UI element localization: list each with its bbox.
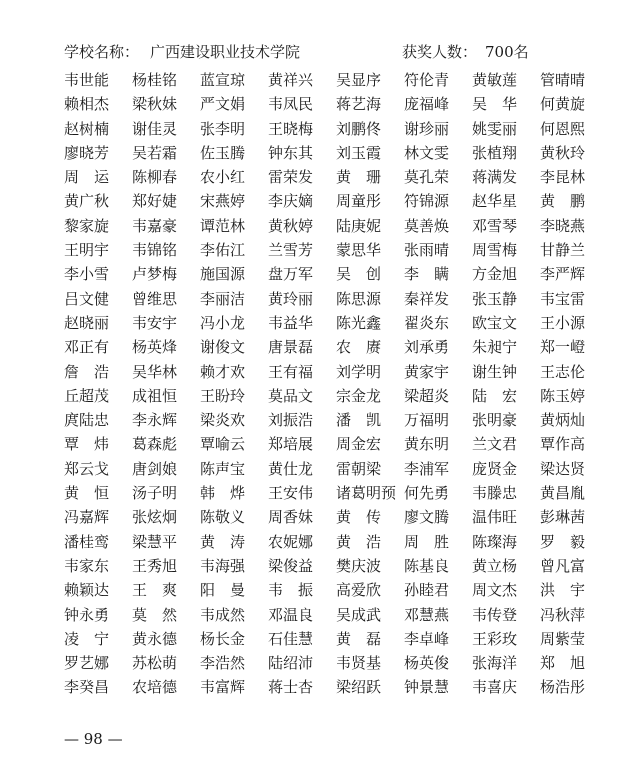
name-cell: 潘凯 <box>336 411 397 430</box>
name-cell: 陈光鑫 <box>336 313 382 332</box>
name-cell: 莫品文 <box>268 386 314 405</box>
name-cell: 唐景磊 <box>268 338 314 357</box>
name-cell: 韦锦铭 <box>132 241 178 260</box>
name-cell: 梁超炎 <box>404 386 450 405</box>
name-cell: 王小源 <box>540 313 586 332</box>
name-cell: 钟景慧 <box>404 678 450 697</box>
name-cell: 周文杰 <box>472 581 518 600</box>
name-cell: 韩烨 <box>200 484 261 503</box>
name-cell: 朱昶宁 <box>472 338 518 357</box>
name-cell: 梁慧平 <box>132 532 178 551</box>
name-cell: 黄仕龙 <box>268 459 314 478</box>
name-cell: 曾维思 <box>132 289 178 308</box>
name-cell: 陈璨海 <box>472 532 518 551</box>
name-cell: 邓温良 <box>268 605 314 624</box>
name-cell: 温伟旺 <box>472 508 518 527</box>
name-cell: 王有福 <box>268 362 314 381</box>
name-cell: 吴华 <box>472 95 533 114</box>
name-cell: 蒋士杏 <box>268 678 314 697</box>
name-cell: 梁绍跃 <box>336 678 382 697</box>
name-cell: 曾凡富 <box>540 556 586 575</box>
name-cell: 韦成然 <box>200 605 246 624</box>
name-cell: 莫善焕 <box>404 216 450 235</box>
name-cell: 兰文君 <box>472 435 518 454</box>
name-cell: 赖相杰 <box>64 95 110 114</box>
name-cell: 黄涛 <box>200 532 261 551</box>
name-cell: 雷荣发 <box>268 168 314 187</box>
name-cell: 陆宏 <box>472 386 533 405</box>
name-cell: 兰雪芳 <box>268 241 314 260</box>
name-cell: 符伦青 <box>404 71 450 89</box>
name-cell: 陆庚妮 <box>336 216 382 235</box>
name-cell: 李卓峰 <box>404 629 450 648</box>
name-cell: 彭琳茜 <box>540 508 586 527</box>
name-cell: 黄恒 <box>64 484 125 503</box>
name-cell: 王盼玲 <box>200 386 246 405</box>
name-cell: 宗金龙 <box>336 386 382 405</box>
name-cell: 刘玉霞 <box>336 143 382 162</box>
name-cell: 何先勇 <box>404 484 450 503</box>
name-cell: 周运 <box>64 168 125 187</box>
name-cell: 赵华星 <box>472 192 518 211</box>
name-cell: 李丽洁 <box>200 289 246 308</box>
name-cell: 王志伦 <box>540 362 586 381</box>
name-cell: 郑云戈 <box>64 459 110 478</box>
name-cell: 成祖恒 <box>132 386 178 405</box>
name-cell: 廖晓芳 <box>64 143 110 162</box>
name-cell: 吴成武 <box>336 605 382 624</box>
name-cell: 李浩然 <box>200 654 246 673</box>
name-cell: 邓正有 <box>64 338 110 357</box>
name-cell: 黄家宇 <box>404 362 450 381</box>
name-cell: 卢梦梅 <box>132 265 178 284</box>
name-cell: 孙睦君 <box>404 581 450 600</box>
name-cell: 覃作高 <box>540 435 586 454</box>
name-cell: 李瞒 <box>404 265 465 284</box>
name-cell: 韦滕忠 <box>472 484 518 503</box>
name-cell: 郑一嶝 <box>540 338 586 357</box>
name-cell: 韦宝雷 <box>540 289 586 308</box>
name-cell: 谢生钟 <box>472 362 518 381</box>
name-cell: 李严辉 <box>540 265 586 284</box>
name-cell: 黄玲丽 <box>268 289 314 308</box>
name-cell: 郑旭 <box>540 654 601 673</box>
name-cell: 雷朝梁 <box>336 459 382 478</box>
name-cell: 张明豪 <box>472 411 518 430</box>
name-cell: 苏松萌 <box>132 654 178 673</box>
name-cell: 潘桂鸾 <box>64 532 110 551</box>
name-cell: 陆绍沛 <box>268 654 314 673</box>
name-cell: 韦安宇 <box>132 313 178 332</box>
name-cell: 农小红 <box>200 168 246 187</box>
name-cell: 何黄旋 <box>540 95 586 114</box>
name-cell: 黄磊 <box>336 629 397 648</box>
name-cell: 周金宏 <box>336 435 382 454</box>
name-cell: 翟炎东 <box>404 313 450 332</box>
name-cell: 郑好婕 <box>132 192 178 211</box>
name-cell: 盘万军 <box>268 265 314 284</box>
name-cell: 姚雯丽 <box>472 119 518 138</box>
name-cell: 韦传登 <box>472 605 518 624</box>
name-cell: 李癸昌 <box>64 678 110 697</box>
name-cell: 管晴晴 <box>540 71 586 89</box>
name-cell: 王安伟 <box>268 484 314 503</box>
name-cell: 莫孔荣 <box>404 168 450 187</box>
name-cell: 邓雪琴 <box>472 216 518 235</box>
name-cell: 杨长金 <box>200 629 246 648</box>
name-cell: 高爱欣 <box>336 581 382 600</box>
name-cell: 赖才欢 <box>200 362 246 381</box>
name-cell: 佐玉腾 <box>200 143 246 162</box>
page-number: — 98 — <box>64 730 123 748</box>
header <box>64 40 621 64</box>
name-cell: 万福明 <box>404 411 450 430</box>
name-cell: 王秀旭 <box>132 556 178 575</box>
name-cell: 黄昌胤 <box>540 484 586 503</box>
name-cell: 黄珊 <box>336 168 397 187</box>
name-cell: 何恩熙 <box>540 119 586 138</box>
name-cell: 廖文腾 <box>404 508 450 527</box>
name-cell: 韦家东 <box>64 556 110 575</box>
name-cell: 刘学明 <box>336 362 382 381</box>
name-cell: 李昆林 <box>540 168 586 187</box>
name-cell: 张李明 <box>200 119 246 138</box>
name-cell: 凌宁 <box>64 629 125 648</box>
name-cell: 詹浩 <box>64 362 125 381</box>
name-cell: 黄敏莲 <box>472 71 518 89</box>
name-cell: 石佳慧 <box>268 629 314 648</box>
name-cell: 钟东其 <box>268 143 314 162</box>
name-cell: 秦祥发 <box>404 289 450 308</box>
name-cell: 刘承勇 <box>404 338 450 357</box>
name-cell: 周雪梅 <box>472 241 518 260</box>
name-cell: 黄广秋 <box>64 192 110 211</box>
name-cell: 庞贤金 <box>472 459 518 478</box>
name-cell: 甘静兰 <box>540 241 586 260</box>
name-cell: 罗毅 <box>540 532 601 551</box>
name-cell: 唐剑娘 <box>132 459 178 478</box>
name-cell: 李佑江 <box>200 241 246 260</box>
name-cell: 谢佳灵 <box>132 119 178 138</box>
name-cell: 蓝宣琼 <box>200 71 246 89</box>
name-cell: 韦喜庆 <box>472 678 518 697</box>
name-cell: 韦世能 <box>64 71 110 89</box>
name-cell: 樊庆波 <box>336 556 382 575</box>
name-cell: 赖颖达 <box>64 581 110 600</box>
name-cell: 周香妹 <box>268 508 314 527</box>
name-cell: 刘鹏佟 <box>336 119 382 138</box>
name-cell: 王爽 <box>132 581 193 600</box>
name-cell: 谭范林 <box>200 216 246 235</box>
name-cell: 韦振 <box>268 581 329 600</box>
name-cell: 韦凤民 <box>268 95 314 114</box>
name-cell: 张雨晴 <box>404 241 450 260</box>
name-cell: 陈敬义 <box>200 508 246 527</box>
name-cell: 郑培展 <box>268 435 314 454</box>
name-cell: 梁秋妹 <box>132 95 178 114</box>
name-cell: 刘振浩 <box>268 411 314 430</box>
name-cell: 蒋艺海 <box>336 95 382 114</box>
name-cell: 李浦军 <box>404 459 450 478</box>
name-cell: 谢俊文 <box>200 338 246 357</box>
name-cell: 蒋满发 <box>472 168 518 187</box>
name-cell: 黄祥兴 <box>268 71 314 89</box>
award-count-label: 获奖人数： <box>402 43 478 61</box>
award-count-value: 700名 <box>485 43 529 61</box>
school-name: 广西建设职业技术学院 <box>150 43 301 61</box>
name-cell: 方金旭 <box>472 265 518 284</box>
name-cell: 黄立杨 <box>472 556 518 575</box>
name-cell: 冯秋萍 <box>540 605 586 624</box>
name-cell: 吴若霜 <box>132 143 178 162</box>
name-cell: 农赓 <box>336 338 397 357</box>
name-cell: 周胜 <box>404 532 465 551</box>
name-cell: 吴显序 <box>336 71 382 89</box>
name-cell: 莫然 <box>132 605 193 624</box>
name-cell: 李小雪 <box>64 265 110 284</box>
name-cell: 韦富辉 <box>200 678 246 697</box>
name-cell: 张炫炯 <box>132 508 178 527</box>
name-cell: 林文雯 <box>404 143 450 162</box>
name-cell: 陈基良 <box>404 556 450 575</box>
name-cell: 宋燕婷 <box>200 192 246 211</box>
name-cell: 梁炎欢 <box>200 411 246 430</box>
name-cell: 王明宇 <box>64 241 110 260</box>
name-cell: 洪宇 <box>540 581 601 600</box>
name-cell: 周紫莹 <box>540 629 586 648</box>
name-cell: 赵晓丽 <box>64 313 110 332</box>
name-cell: 韦嘉豪 <box>132 216 178 235</box>
name-cell: 黄永德 <box>132 629 178 648</box>
name-cell: 陈玉婷 <box>540 386 586 405</box>
name-cell: 王彩玫 <box>472 629 518 648</box>
name-cell: 黄秋玲 <box>540 143 586 162</box>
name-cell: 黄鹏 <box>540 192 601 211</box>
name-cell: 农培德 <box>132 678 178 697</box>
name-cell: 丘超茂 <box>64 386 110 405</box>
name-cell: 覃炜 <box>64 435 125 454</box>
name-cell: 严文娟 <box>200 95 246 114</box>
name-cell: 欧宝文 <box>472 313 518 332</box>
name-cell: 冯小龙 <box>200 313 246 332</box>
name-cell: 杨桂铭 <box>132 71 178 89</box>
name-cell: 梁达贤 <box>540 459 586 478</box>
name-cell: 李庆嫡 <box>268 192 314 211</box>
name-cell: 庹陆忠 <box>64 411 110 430</box>
name-cell: 蒙思华 <box>336 241 382 260</box>
name-cell: 施国源 <box>200 265 246 284</box>
name-cell: 汤子明 <box>132 484 178 503</box>
name-cell: 李晓燕 <box>540 216 586 235</box>
name-cell: 覃喻云 <box>200 435 246 454</box>
name-cell: 罗艺娜 <box>64 654 110 673</box>
name-cell: 韦益华 <box>268 313 314 332</box>
name-cell: 韦贤基 <box>336 654 382 673</box>
name-cell: 黄浩 <box>336 532 397 551</box>
name-cell: 黄传 <box>336 508 397 527</box>
name-cell: 黄秋婷 <box>268 216 314 235</box>
name-cell: 吴华林 <box>132 362 178 381</box>
name-cell: 周童彤 <box>336 192 382 211</box>
name-cell: 梁俊益 <box>268 556 314 575</box>
name-cell: 赵树楠 <box>64 119 110 138</box>
name-cell: 陈柳春 <box>132 168 178 187</box>
name-cell: 冯嘉辉 <box>64 508 110 527</box>
name-cell: 邓慧燕 <box>404 605 450 624</box>
name-cell: 黄东明 <box>404 435 450 454</box>
name-cell: 庞福峰 <box>404 95 450 114</box>
name-cell: 诸葛明预 <box>336 484 397 503</box>
name-cell: 张植翔 <box>472 143 518 162</box>
name-cell: 农妮娜 <box>268 532 314 551</box>
name-cell: 钟永勇 <box>64 605 110 624</box>
name-list <box>64 68 608 700</box>
name-cell: 阳曼 <box>200 581 261 600</box>
name-cell: 陈思源 <box>336 289 382 308</box>
name-cell: 黎家旋 <box>64 216 110 235</box>
name-cell: 杨英烽 <box>132 338 178 357</box>
name-cell: 黄炳灿 <box>540 411 586 430</box>
name-cell: 杨英俊 <box>404 654 450 673</box>
name-cell: 张玉静 <box>472 289 518 308</box>
name-cell: 谢珍丽 <box>404 119 450 138</box>
name-cell: 张海洋 <box>472 654 518 673</box>
school-label: 学校名称： <box>64 43 140 61</box>
name-cell: 吕文健 <box>64 289 110 308</box>
name-cell: 韦海强 <box>200 556 246 575</box>
name-cell: 符锦源 <box>404 192 450 211</box>
name-cell: 吴创 <box>336 265 397 284</box>
name-cell: 王晓梅 <box>268 119 314 138</box>
name-cell: 杨浩彤 <box>540 678 586 697</box>
name-cell: 李永辉 <box>132 411 178 430</box>
name-cell: 葛森彪 <box>132 435 178 454</box>
name-cell: 陈声宝 <box>200 459 246 478</box>
